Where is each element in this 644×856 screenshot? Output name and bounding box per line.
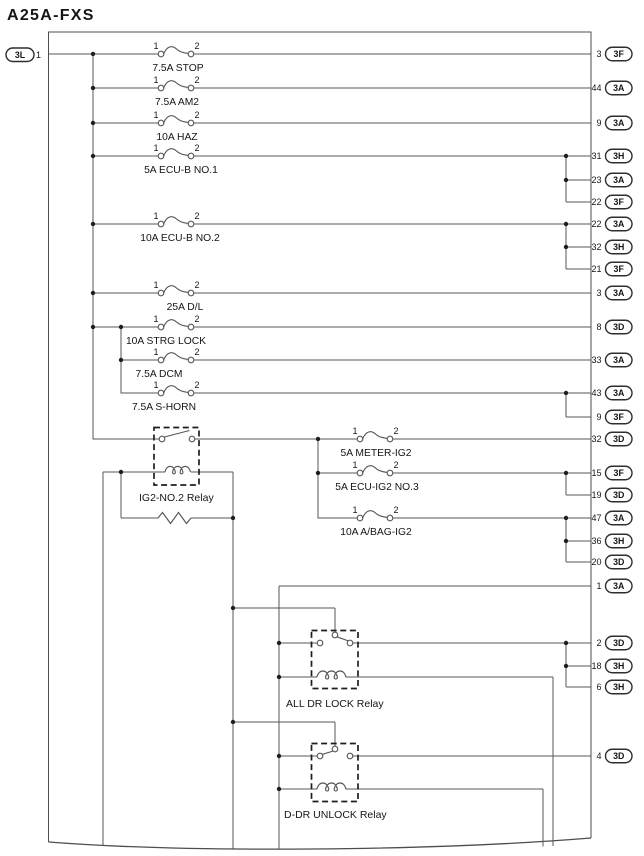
fuse-terminal-1-label: 1 xyxy=(153,280,159,290)
fuse-7-5a-stop xyxy=(152,41,203,74)
connector-pin-number: 3 xyxy=(596,49,602,59)
fuse-terminal-circle xyxy=(158,153,164,159)
right-connector-13 xyxy=(596,410,632,424)
junction-dot xyxy=(231,720,235,724)
junction-dot xyxy=(316,437,320,441)
junction-dots xyxy=(91,52,568,791)
fuse-terminal-circle xyxy=(158,85,164,91)
right-connector-6 xyxy=(591,217,632,231)
relay-switch-contact xyxy=(317,640,323,646)
connector-pin-number: 31 xyxy=(591,151,602,161)
fuse-name-label: 10A A/BAG-IG2 xyxy=(340,527,412,538)
connector-oval-label: 3D xyxy=(613,751,625,762)
connector-pin-number: 21 xyxy=(591,264,602,274)
connector-oval-label: 3F xyxy=(613,197,624,208)
relay-coil xyxy=(317,671,346,679)
fuse-terminal-2-label: 2 xyxy=(194,314,200,324)
fuse-7-5a-s-horn xyxy=(132,380,200,413)
relay-name-label: D-DR UNLOCK Relay xyxy=(284,809,387,821)
right-connector-10 xyxy=(596,320,632,334)
connector-pin-number: 8 xyxy=(596,322,602,332)
relay-dashed-outline xyxy=(312,631,359,689)
connector-oval-label: 3H xyxy=(613,661,625,672)
right-connector-2 xyxy=(596,116,632,130)
connector-pin-number: 6 xyxy=(596,682,602,692)
fuse-10a-haz xyxy=(153,110,199,143)
right-connector-5 xyxy=(591,195,632,209)
fuse-terminal-1-label: 1 xyxy=(153,347,159,357)
fuse-element-curve xyxy=(363,511,388,518)
connector-pin-number: 32 xyxy=(591,242,602,252)
connector-pin-number: 15 xyxy=(591,468,602,478)
junction-dot xyxy=(231,606,235,610)
right-connector-20 xyxy=(596,579,632,593)
fuse-terminal-circle xyxy=(188,390,194,396)
connector-oval-label: 3A xyxy=(613,388,625,399)
connector-oval-label: 3D xyxy=(613,638,625,649)
junction-dot xyxy=(91,154,95,158)
connector-pin-number: 18 xyxy=(591,661,602,671)
junction-dot xyxy=(564,664,568,668)
right-connector-3 xyxy=(591,149,632,163)
fuse-element-curve xyxy=(164,116,189,123)
fuse-name-label: 7.5A S-HORN xyxy=(131,402,197,413)
junction-dot xyxy=(277,641,281,645)
right-connector-9 xyxy=(596,286,632,300)
connector-oval-label: 3A xyxy=(613,355,625,366)
connector-oval-label: 3H xyxy=(613,242,625,253)
junction-dot xyxy=(564,245,568,249)
fuse-10a-ecu-b-no2 xyxy=(140,211,220,244)
connector-oval-label: 3A xyxy=(613,83,625,94)
relay-switch-contact xyxy=(159,436,165,442)
fuse-terminal-1-label: 1 xyxy=(153,41,159,51)
fuse-element-curve xyxy=(164,353,189,360)
connector-oval-label: 3F xyxy=(613,468,624,479)
right-connector-21 xyxy=(596,636,632,650)
relay-name-label: IG2-NO.2 Relay xyxy=(139,492,214,504)
fuse-terminal-circle xyxy=(158,357,164,363)
relay-d-dr-unlock xyxy=(284,744,387,822)
right-connector-16 xyxy=(591,488,632,502)
fuse-name-label: 7.5A STOP xyxy=(152,63,204,74)
connector-oval-label: 3F xyxy=(613,49,624,60)
fuse-terminal-1-label: 1 xyxy=(153,110,159,120)
connector-oval-label: 3A xyxy=(613,175,625,186)
junction-dot xyxy=(564,391,568,395)
junction-block-bottom-curve xyxy=(49,838,592,849)
fuse-terminal-2-label: 2 xyxy=(194,143,200,153)
page-title: A25A-FXS xyxy=(7,7,95,24)
fuse-element-curve xyxy=(363,466,388,473)
connector-oval-label: 3A xyxy=(613,288,625,299)
fuse-terminal-2-label: 2 xyxy=(194,347,200,357)
right-connector-18 xyxy=(591,534,632,548)
connector-oval-label: 3A xyxy=(613,219,625,230)
connector-pin-number: 44 xyxy=(591,83,602,93)
junction-block-border xyxy=(49,32,592,842)
connector-pin-number: 3 xyxy=(596,288,602,298)
fuse-terminal-1-label: 1 xyxy=(153,314,159,324)
fuse-terminal-circle xyxy=(188,221,194,227)
connector-pin-number: 43 xyxy=(591,388,602,398)
connector-oval-label: 3F xyxy=(613,264,624,275)
junction-dot xyxy=(564,471,568,475)
fuse-terminal-circle xyxy=(158,51,164,57)
relay-switch-contact xyxy=(347,753,353,759)
fuse-element-curve xyxy=(363,432,388,439)
junction-dot xyxy=(564,641,568,645)
fuse-name-label: 5A ECU-IG2 NO.3 xyxy=(335,482,419,493)
junction-dot xyxy=(564,539,568,543)
connector-pin-number: 9 xyxy=(596,118,602,128)
right-connector-22 xyxy=(591,659,632,673)
fuse-name-label: 5A METER-IG2 xyxy=(340,448,412,459)
connector-oval-label: 3L xyxy=(14,50,26,60)
fuse-terminal-1-label: 1 xyxy=(352,505,358,515)
connector-pin-number: 23 xyxy=(591,175,602,185)
fuse-terminal-2-label: 2 xyxy=(194,41,200,51)
right-connector-11 xyxy=(591,353,632,367)
right-connector-23 xyxy=(596,680,632,694)
wiring xyxy=(49,54,592,850)
fuse-terminal-2-label: 2 xyxy=(194,110,200,120)
relay-name-label: ALL DR LOCK Relay xyxy=(286,698,384,710)
fuse-element-curve xyxy=(164,81,189,88)
fuse-name-label: 10A HAZ xyxy=(156,132,198,143)
fuse-terminal-1-label: 1 xyxy=(153,143,159,153)
relay-switch-blade xyxy=(322,751,333,755)
relay-coil xyxy=(165,466,190,473)
fuse-terminal-circle xyxy=(158,120,164,126)
junction-dot xyxy=(119,325,123,329)
fuse-terminal-2-label: 2 xyxy=(393,460,399,470)
connector-oval-label: 3H xyxy=(613,682,625,693)
fuse-terminal-circle xyxy=(188,120,194,126)
right-connector-7 xyxy=(591,240,632,254)
fuse-name-label: 5A ECU-B NO.1 xyxy=(144,165,218,176)
right-connector-17 xyxy=(591,511,632,525)
fuse-terminal-circle xyxy=(158,290,164,296)
fuse-7-5a-am2 xyxy=(153,75,199,108)
fuse-terminal-circle xyxy=(158,221,164,227)
connector-pin-number: 47 xyxy=(591,513,602,523)
fuse-terminal-circle xyxy=(387,515,393,521)
fuse-terminal-2-label: 2 xyxy=(194,75,200,85)
junction-dot xyxy=(316,471,320,475)
junction-dot xyxy=(564,178,568,182)
connector-oval-label: 3A xyxy=(613,118,625,129)
connector-oval-label: 3H xyxy=(613,151,625,162)
junction-dot xyxy=(91,222,95,226)
fuse-terminal-circle xyxy=(357,470,363,476)
fuse-terminal-circle xyxy=(158,390,164,396)
junction-block-outline xyxy=(49,32,592,849)
junction-dot xyxy=(119,470,123,474)
fuse-5a-ecu-ig2-no3 xyxy=(335,460,419,493)
junction-dot xyxy=(91,291,95,295)
fuse-name-label: 7.5A DCM xyxy=(135,369,183,380)
connector-oval-label: 3D xyxy=(613,322,625,333)
right-connector-15 xyxy=(591,466,632,480)
relay-circuit-wires xyxy=(103,472,553,850)
fuse-terminal-1-label: 1 xyxy=(352,426,358,436)
fuse-10a-abag-ig2 xyxy=(340,505,412,538)
relay-coil xyxy=(317,783,346,791)
fuse-terminal-1-label: 1 xyxy=(352,460,358,470)
connector-oval-label: 3F xyxy=(613,412,624,423)
connector-oval-label: 3H xyxy=(613,536,625,547)
connector-pin-number: 36 xyxy=(591,536,602,546)
fuse-10a-strg-lock xyxy=(126,314,206,347)
fuse-name-label: 10A STRG LOCK xyxy=(125,336,207,347)
fuse-element-curve xyxy=(164,320,189,327)
connector-pin-number: 4 xyxy=(596,751,602,761)
connector-oval-label: 3D xyxy=(613,490,625,501)
right-connector-1 xyxy=(591,81,632,95)
relay-switch-blade xyxy=(337,637,349,641)
right-connector-8 xyxy=(591,262,632,276)
branch-wires xyxy=(566,156,591,687)
fuse-terminal-circle xyxy=(188,357,194,363)
connector-pin-number: 20 xyxy=(591,557,602,567)
fuse-terminal-circle xyxy=(188,290,194,296)
connector-pin-number: 1 xyxy=(596,581,602,591)
fuse-terminal-circle xyxy=(188,51,194,57)
junction-dot xyxy=(564,154,568,158)
junction-dot xyxy=(564,516,568,520)
connector-pin-number: 33 xyxy=(591,355,602,365)
fuse-terminal-circle xyxy=(387,470,393,476)
connector-pin-number: 1 xyxy=(35,50,42,60)
fuse-terminal-circle xyxy=(188,153,194,159)
relay-ig2-no2 xyxy=(139,428,214,524)
connector-3l xyxy=(6,48,41,62)
right-connector-14 xyxy=(591,432,632,446)
fuse-25a-dl xyxy=(153,280,203,313)
right-connector-0 xyxy=(596,47,632,61)
connector-pin-number: 22 xyxy=(591,197,602,207)
junction-dot xyxy=(91,325,95,329)
fuse-name-label: 25A D/L xyxy=(166,302,204,313)
junction-dot xyxy=(91,121,95,125)
fuse-element-curve xyxy=(164,217,189,224)
right-connector-19 xyxy=(591,555,632,569)
junction-dot xyxy=(277,754,281,758)
fuse-element-curve xyxy=(164,149,189,156)
right-connector-4 xyxy=(591,173,632,187)
fuse-name-label: 7.5A AM2 xyxy=(154,97,200,108)
fuse-terminal-2-label: 2 xyxy=(194,280,200,290)
connector-pin-number: 22 xyxy=(591,219,602,229)
junction-dot xyxy=(91,52,95,56)
fuse-terminal-circle xyxy=(158,324,164,330)
fuse-terminal-circle xyxy=(387,436,393,442)
relay-switch-blade xyxy=(165,431,190,438)
junction-dot xyxy=(91,86,95,90)
junction-dot xyxy=(277,787,281,791)
right-connector-24 xyxy=(596,749,632,763)
connector-oval-label: 3A xyxy=(613,513,625,524)
fuse-terminal-circle xyxy=(188,324,194,330)
fuse-terminal-circle xyxy=(357,436,363,442)
fuse-terminal-2-label: 2 xyxy=(194,211,200,221)
fuse-5a-meter-ig2 xyxy=(341,426,412,459)
fuse-7-5a-dcm xyxy=(136,347,200,380)
connector-oval-label: 3D xyxy=(613,557,625,568)
relay-switch-contact xyxy=(189,436,195,442)
fuse-terminal-circle xyxy=(188,85,194,91)
connector-pin-number: 2 xyxy=(596,638,602,648)
fuse-name-label: 10A ECU-B NO.2 xyxy=(140,233,220,244)
fuse-terminal-2-label: 2 xyxy=(393,505,399,515)
junction-dot xyxy=(231,516,235,520)
connector-oval-label: 3A xyxy=(613,581,625,592)
fuse-terminal-1-label: 1 xyxy=(153,380,159,390)
right-connectors xyxy=(591,47,632,763)
fuse-5a-ecu-b-no1 xyxy=(144,143,218,176)
junction-dot xyxy=(119,358,123,362)
fuse-terminal-2-label: 2 xyxy=(393,426,399,436)
fuse-terminal-circle xyxy=(357,515,363,521)
relay-resistor xyxy=(158,513,191,524)
fuse-terminal-2-label: 2 xyxy=(194,380,200,390)
fuse-element-curve xyxy=(164,386,189,393)
fuse-element-curve xyxy=(164,286,189,293)
connector-pin-number: 32 xyxy=(591,434,602,444)
fuse-terminal-1-label: 1 xyxy=(153,75,159,85)
junction-dot xyxy=(277,675,281,679)
fuse-element-curve xyxy=(164,47,189,54)
right-connector-12 xyxy=(591,386,632,400)
junction-dot xyxy=(564,222,568,226)
connector-oval-label: 3D xyxy=(613,434,625,445)
fuse-terminal-1-label: 1 xyxy=(153,211,159,221)
connector-pin-number: 9 xyxy=(596,412,602,422)
output-wires xyxy=(194,54,591,756)
connector-pin-number: 19 xyxy=(591,490,602,500)
